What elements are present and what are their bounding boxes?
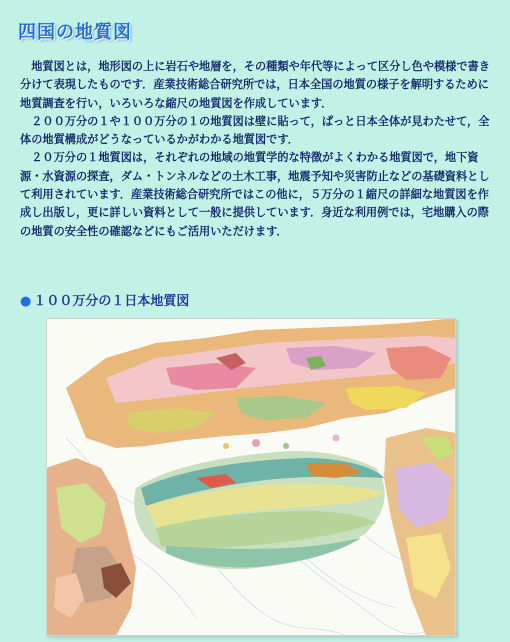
bullet-icon: ●	[20, 294, 32, 309]
section-heading	[20, 290, 189, 309]
intro-text	[20, 58, 496, 241]
section-heading-text: １００万分の１日本地質図	[33, 294, 190, 309]
intro-paragraph-1: 地質図とは，地形図の上に岩石や地層を，その種類や年代等によって区分し色や模様で書き分けて表現したものです．産業技術総合研究所では，日本全国の地質の様子を解明するために地質調査を行い，いろいろな縮尺の地質図を作成しています．	[20, 60, 490, 110]
page-title: 四国の地質図	[18, 22, 132, 43]
intro-paragraph-2: ２００万分の１や１００万分の１の地質図は壁に貼って，ぱっと日本全体が見わたせて，全体の地質構成がどうなっているかがわかる地質図です．	[20, 114, 490, 147]
intro-paragraph-3: ２０万分の１地質図は，それぞれの地域の地質学的な特徴がよくわかる地質図で，地下資源・水資源の探査，ダム・トンネルなどの土木工事，地震予知や災害防止などの基礎資料として利用されています．産業技術総合研究所ではこの他に，５万分の１縮尺の詳細な地質図を作成し出版し，更に詳しい資料として一般に提供しています．身近な利用例では，宅地購入の際の地質の安全性の確認などにもご活用いただけます．	[20, 151, 490, 238]
geological-map-image	[46, 318, 456, 636]
geological-map-illustration	[46, 318, 456, 636]
